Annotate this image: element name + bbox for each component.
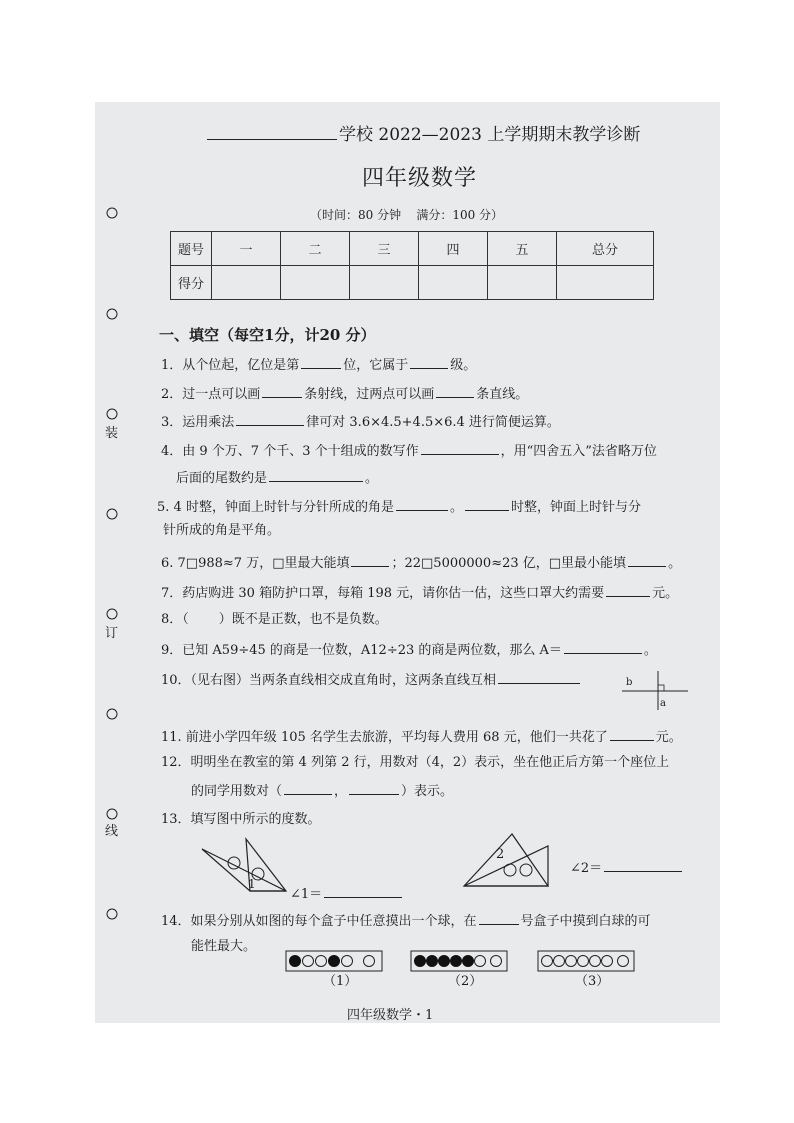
- exam-info: （时间：80 分钟 满分：100 分）: [310, 208, 504, 222]
- answer-blank[interactable]: [498, 671, 580, 684]
- answer-blank[interactable]: [351, 554, 389, 567]
- ball-box-2: [410, 950, 510, 974]
- score-input-cell[interactable]: [419, 266, 488, 300]
- table-row: [171, 232, 654, 266]
- answer-blank[interactable]: [628, 554, 666, 567]
- binding-hole: [107, 609, 117, 619]
- answer-blank[interactable]: [236, 413, 304, 426]
- angle-2-label: 2: [496, 847, 505, 862]
- question-13: 13．填写图中所示的度数。: [161, 812, 321, 827]
- question-7: 7．药店购进 30 箱防护口罩，每箱 198 元，请你估一估，这些口罩大约需要 元。: [161, 586, 679, 601]
- answer-blank[interactable]: [610, 728, 654, 741]
- question-11: 11. 前进小学四年级 105 名学生去旅游，平均每人费用 68 元，他们一共花了 元。: [161, 730, 682, 745]
- binding-hole: [107, 909, 117, 919]
- table-cell: 得分: [171, 266, 212, 300]
- question-12: 12．明明坐在教室的第 4 列第 2 行，用数对（4，2）表示，坐在他正后方第一个座位上: [161, 755, 670, 770]
- table-cell: 五: [488, 232, 557, 266]
- answer-blank[interactable]: [410, 356, 448, 369]
- school-name-blank[interactable]: [207, 127, 337, 140]
- question-1: 1．从个位起，亿位是第 位，它属于 级。: [161, 358, 477, 373]
- binding-hole: [107, 809, 117, 819]
- answer-blank[interactable]: [465, 498, 509, 511]
- binding-hole: [107, 409, 117, 419]
- table-cell: 二: [281, 232, 350, 266]
- page-title: 四年级数学: [362, 166, 478, 191]
- score-input-cell[interactable]: [488, 266, 557, 300]
- table-row: [171, 266, 654, 300]
- exam-paper: [95, 102, 720, 1023]
- binding-label-ding: 订: [105, 626, 119, 641]
- question-14-line2: 能性最大。: [191, 939, 257, 954]
- triangle-ruler-figure-2: [460, 832, 552, 890]
- question-14: 14．如果分别从如图的每个盒子中任意摸出一个球，在 号盒子中摸到白球的可: [161, 914, 651, 929]
- answer-blank[interactable]: [324, 885, 402, 898]
- binding-hole: [107, 709, 117, 719]
- score-input-cell[interactable]: [557, 266, 654, 300]
- question-5: 5. 4 时整，钟面上时针与分针所成的角是 。 时整，钟面上时针与分: [157, 500, 641, 515]
- question-10: 10．（见右图）当两条直线相交成直角时，这两条直线互相: [161, 671, 582, 689]
- question-12-line2: 的同学用数对（ ， ）表示。: [191, 784, 454, 799]
- question-9: 9．已知 A59÷45 的商是一位数，A12÷23 的商是两位数，那么 A＝ 。: [161, 643, 657, 658]
- question-2: 2．过一点可以画 条射线，过两点可以画 条直线。: [161, 387, 529, 402]
- box-label-3: （3）: [575, 974, 610, 989]
- question-6: 6. 7□988≈7 万，□里最大能填 ；22□5000000≈23 亿，□里最小能填 。: [161, 556, 682, 571]
- line-label-a: a: [660, 698, 666, 709]
- answer-blank[interactable]: [262, 385, 302, 398]
- answer-blank[interactable]: [269, 469, 363, 482]
- ball-box-3: [537, 950, 637, 974]
- angle-1-label: 1: [248, 877, 256, 891]
- section-title: 一、填空（每空1分，计20 分）: [159, 326, 376, 344]
- table-cell: 三: [350, 232, 419, 266]
- binding-hole: [107, 208, 117, 218]
- answer-blank[interactable]: [349, 782, 399, 795]
- answer-blank[interactable]: [421, 442, 499, 455]
- ball-box-1: [285, 950, 385, 974]
- binding-holes: [95, 102, 135, 1022]
- table-cell: 总分: [557, 232, 654, 266]
- perpendicular-lines-figure: [620, 668, 690, 712]
- answer-blank[interactable]: [396, 498, 448, 511]
- school-line: 学校 2022—2023 上学期期末教学诊断: [205, 120, 640, 145]
- answer-blank[interactable]: [284, 782, 332, 795]
- binding-hole: [107, 509, 117, 519]
- answer-blank[interactable]: [479, 912, 519, 925]
- question-8: 8．（ ）既不是正数，也不是负数。: [161, 612, 388, 627]
- triangle-ruler-figure-1: [200, 835, 290, 897]
- angle-1-answer: ∠1＝: [290, 885, 404, 903]
- line-label-b: b: [626, 677, 633, 688]
- score-input-cell[interactable]: [350, 266, 419, 300]
- binding-label-xian: 线: [105, 824, 119, 839]
- score-table: [170, 231, 654, 300]
- box-label-2: （2）: [448, 974, 483, 989]
- answer-blank[interactable]: [606, 584, 650, 597]
- question-5-line2: 针所成的角是平角。: [163, 523, 281, 538]
- answer-blank[interactable]: [301, 356, 341, 369]
- answer-blank[interactable]: [604, 859, 682, 872]
- table-cell: 题号: [171, 232, 212, 266]
- binding-hole: [107, 309, 117, 319]
- page-footer: 四年级数学・1: [347, 1008, 434, 1023]
- question-4: 4．由 9 个万、7 个千、3 个十组成的数写作 ，用“四舍五入”法省略万位: [161, 444, 657, 459]
- angle-2-answer: ∠2＝: [570, 859, 684, 877]
- answer-blank[interactable]: [436, 385, 474, 398]
- answer-blank[interactable]: [564, 641, 642, 654]
- question-4-line2: 后面的尾数约是 。: [176, 471, 379, 486]
- box-label-1: （1）: [323, 974, 358, 989]
- table-cell: 四: [419, 232, 488, 266]
- binding-label-zhuang: 装: [105, 426, 119, 441]
- question-3: 3．运用乘法 律可对 3.6×4.5+4.5×6.4 进行简便运算。: [161, 415, 560, 430]
- table-cell: 一: [212, 232, 281, 266]
- score-input-cell[interactable]: [281, 266, 350, 300]
- score-input-cell[interactable]: [212, 266, 281, 300]
